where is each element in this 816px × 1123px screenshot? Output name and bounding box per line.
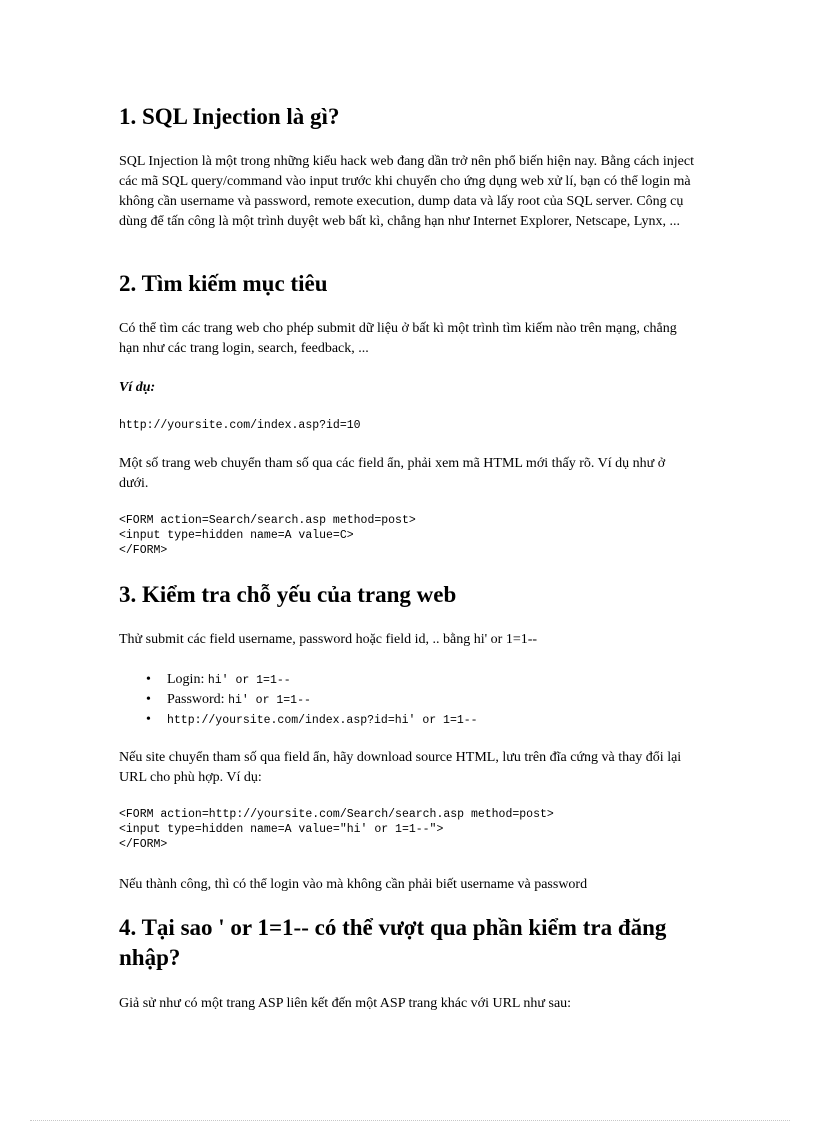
list-item <box>146 670 478 690</box>
bullet-icon: • <box>146 712 151 727</box>
section-2-heading: 2. Tìm kiếm mục tiêu <box>119 271 328 296</box>
page-bottom-divider <box>30 1120 790 1121</box>
modified-form-code: <FORM action=http://yoursite.com/Search/search.asp method=post> <input type=hidden name=A value="hi' or 1=1--"> </FORM> <box>119 808 554 851</box>
section-4-heading: 4. Tại sao ' or 1=1-- có thể vượt qua phần kiểm tra đăng nhập? <box>119 915 667 970</box>
hidden-field-note: Một số trang web chuyển tham số qua các field ẩn, phải xem mã HTML mới thấy rõ. Ví dụ như ở dưới. <box>119 456 666 491</box>
hidden-form-code: <FORM action=Search/search.asp method=post> <input type=hidden name=A value=C> </FORM> <box>119 514 416 557</box>
save-source-note: Nếu site chuyển tham số qua field ẩn, hãy download source HTML, lưu trên đĩa cứng và thay đổi lại URL cho phù hợp. Ví dụ: <box>119 750 682 785</box>
bullet-icon: • <box>146 692 151 707</box>
example-url-code: http://yoursite.com/index.asp?id=10 <box>119 419 361 432</box>
list-item-code: hi' or 1=1-- <box>207 674 291 687</box>
result-note: Nếu thành công, thì có thể login vào mà không cần phải biết username và password <box>119 877 588 892</box>
list-item-label: Login: <box>167 672 208 687</box>
section-3-intro: Thử submit các field username, password hoặc field id, .. bằng hi' or 1=1-- <box>119 632 538 647</box>
bullet-icon: • <box>146 672 151 687</box>
list-item-label: Password: <box>167 692 229 707</box>
injection-list <box>119 670 478 730</box>
list-item-code: http://yoursite.com/index.asp?id=hi' or 1=1-- <box>167 714 478 727</box>
example-label: Ví dụ: <box>119 380 156 395</box>
section-2-intro: Có thể tìm các trang web cho phép submit dữ liệu ở bất kì một trình tìm kiếm nào trên mạng, chẳng hạn như các trang login, search, feedback, ... <box>119 321 677 356</box>
list-item <box>146 690 478 710</box>
section-3-heading: 3. Kiểm tra chỗ yếu của trang web <box>119 582 457 607</box>
section-4-intro: Giả sử như có một trang ASP liên kết đến một ASP trang khác với URL như sau: <box>119 996 572 1011</box>
list-item <box>146 710 478 730</box>
section-1-paragraph: SQL Injection là một trong những kiểu hack web đang dần trở nên phổ biến hiện nay. Bằng cách inject các mã SQL query/command vào input trước khi chuyển cho ứng dụng web xử lí, bạn có thể login mà không cần username và password, remote execution, dump data và lấy root của SQL server. Công cụ dùng để tấn công là một trình duyệt web bất kì, chẳng hạn như Internet Explorer, Netscape, Lynx, ... <box>119 154 694 229</box>
section-1-heading: 1. SQL Injection là gì? <box>119 104 340 129</box>
list-item-code: hi' or 1=1-- <box>228 694 311 707</box>
